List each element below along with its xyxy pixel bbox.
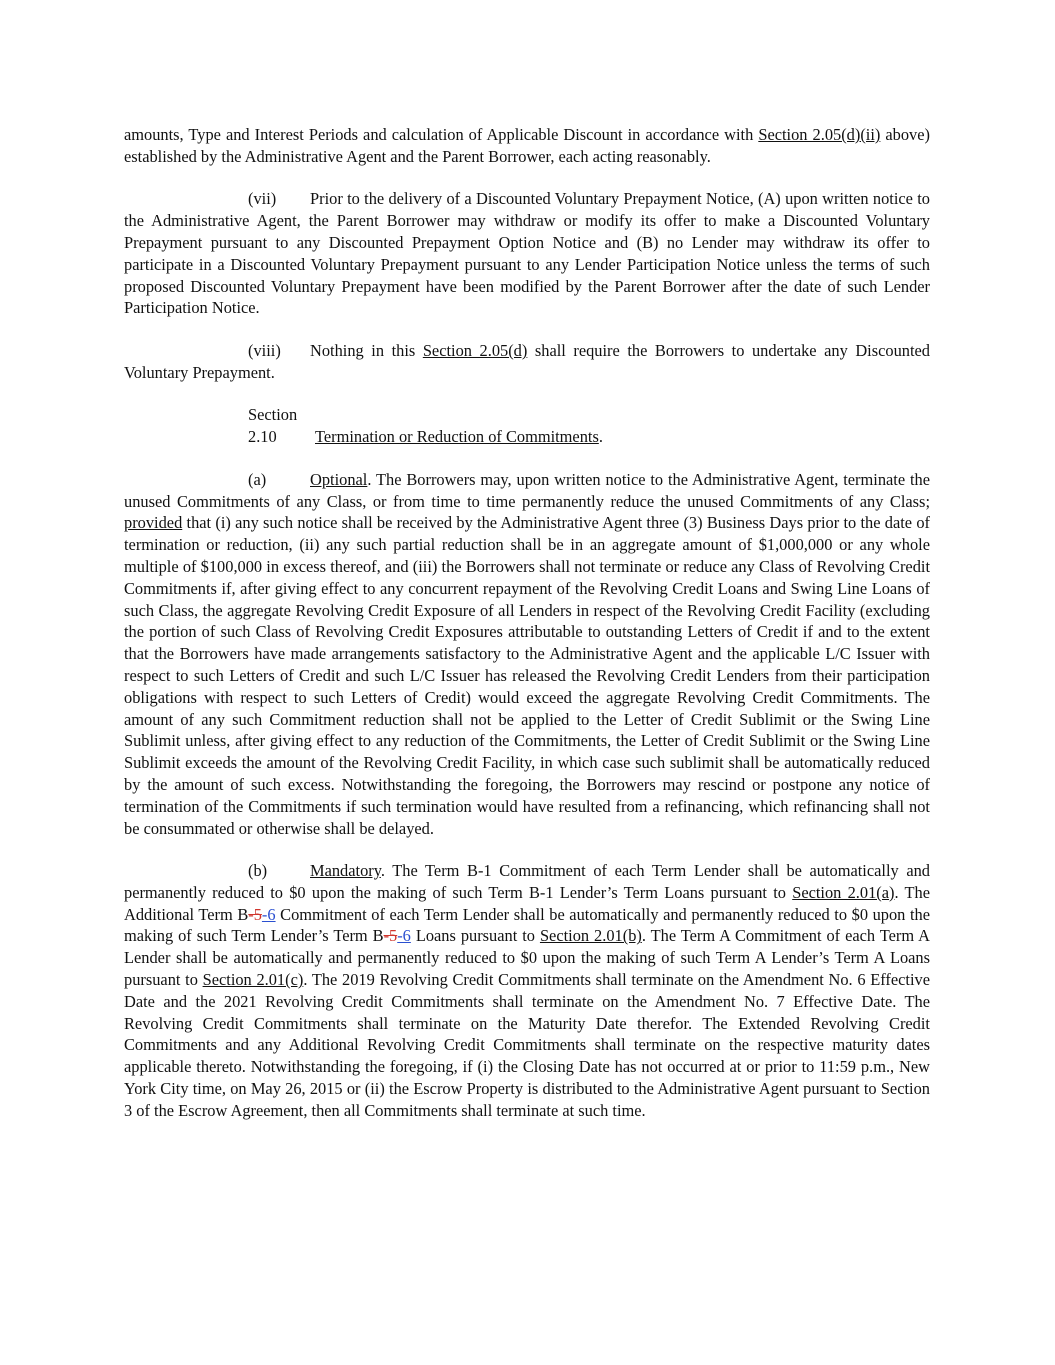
paragraph-b-mandatory [124,860,930,1122]
text: Commitment of each Term Lender shall be automatically and permanently reduced to $0 upon the making of such Term Lender’s Term B [124,904,930,946]
section-reference: Section 2.01(c) [202,970,304,990]
document-page [124,124,930,1142]
clause-label: Mandatory [310,861,381,881]
section-reference: Section 2.05(d)(ii) [758,125,881,144]
text: . The 2019 Revolving Credit Commitments shall terminate on the Amendment No. 6 Effective Date and the 2021 Revolving Credit Commitments shall terminate on the Amendment No. 7 Effective Date. The Revolving Credit Commitments shall terminate on the Maturity Date therefor. The Extended Revolving Credit Commitments and any Additional Revolving Credit Commitments shall terminate on the respective maturity dates applicable thereto. Notwithstanding the foregoing, if (i) the Closing Date has not occurred at or prior to 11:59 p.m., New York City time, on May 26, 2015 or (ii) the Escrow Property is distributed to the Administrative Agent pursuant to Section 3 of the Escrow Agreement, then all Commitments shall terminate at such time. [124,970,930,1120]
clause-number: (a) [248,469,267,489]
section-number: Section 2.10 [248,405,298,447]
section-reference: Section 2.01(b) [539,926,642,946]
deleted-text: -5 [383,926,398,946]
clause-label: Optional [310,469,368,489]
text: Prior to the delivery of a Discounted Voluntary Prepayment Notice, (A) upon written notice to the Administrative Agent, the Parent Borrower may withdraw or modify its offer to make a Discounted Voluntary Prepayment pursuant to any Discounted Prepayment Option Notice and (B) no Lender may withdraw its offer to participate in a Discounted Voluntary Prepayment pursuant to any Lender Participation Notice unless the terms of such proposed Discounted Voluntary Prepayment have been modified by the Parent Borrower after the date of such Lender Participation Notice. [124,189,930,318]
clause-number: (vii) [248,189,277,209]
text: . The Term A Commitment of each Term A Lender shall be automatically and permanently reduced to $0 upon the making of such Term A Lender’s Term A Loans pursuant to [124,926,930,990]
clause-number: (b) [248,861,268,881]
text: above) established by the Administrative Agent and the Parent Borrower, each acting reasonably. [124,125,930,166]
section-reference: Section 2.01(a) [792,882,895,902]
text: . The Term B-1 Commitment of each Term Lender shall be automatically and permanently reduced to $0 upon the making of such Term B-1 Lender’s Term Loans pursuant to [124,861,930,902]
text: Loans pursuant to [410,926,540,946]
text: amounts, Type and Interest Periods and calculation of Applicable Discount in accordance with [124,125,759,144]
paragraph-viii [124,340,930,384]
section-title: Termination or Reduction of Commitments [315,427,599,447]
deleted-text: -5 [248,904,262,924]
section-reference: Section 2.05(d) [422,340,528,360]
proviso-term: provided [124,513,183,533]
text: Nothing in this [310,340,423,360]
text: . [598,427,603,447]
paragraph-vii [124,188,930,319]
text: . The Borrowers may, upon written notice to the Administrative Agent, terminate the unused Commitments of any Class, or from time to time permanently reduce the unused Commitments of any Class; [124,469,930,511]
section-heading [124,404,930,448]
paragraph-continuation [124,124,930,168]
inserted-text: -6 [397,926,411,946]
text: shall require the Borrowers to undertake any Discounted Voluntary Prepayment. [124,340,930,382]
inserted-text: -6 [261,904,276,924]
paragraph-a-optional [124,469,930,840]
text: that (i) any such notice shall be received by the Administrative Agent three (3) Business Days prior to the date of termination or reduction, (ii) any such partial reduction shall be in an aggregate amount of $1,000,000 or any whole multiple of $100,000 in excess thereof, and (iii) the Borrowers shall not terminate or reduce any Class of Revolving Credit Commitments if, after giving effect to any concurrent repayment of the Revolving Credit Loans and Swing Line Loans of such Class, the aggregate Revolving Credit Exposure of all Lenders in respect of the Revolving Credit Facility (excluding the portion of such Class of Revolving Credit Exposures attributable to outstanding Letters of Credit if and to the extent that the Borrowers have made arrangements satisfactory to the Administrative Agent and the applicable L/C Issuer with respect to such Letters of Credit and such L/C Issuer has released the Revolving Credit Lenders from their participation obligations with respect to such Letters of Credit) would exceed the aggregate Revolving Credit Commitments. The amount of any such Commitment reduction shall not be applied to the Letter of Credit Sublimit or the Swing Line Sublimit unless, after giving effect to any reduction of the Commitments, the Letter of Credit Sublimit or the Swing Line Sublimit exceeds the amount of the Revolving Credit Facility, in which case such sublimit shall be automatically reduced by the amount of such excess. Notwithstanding the foregoing, the Borrowers may rescind or postpone any notice of termination of the Commitments if such termination would have resulted from a refinancing, which refinancing shall not be consummated or otherwise shall be delayed. [124,513,930,838]
clause-number: (viii) [248,340,281,360]
text: . The Additional Term B [124,882,930,924]
